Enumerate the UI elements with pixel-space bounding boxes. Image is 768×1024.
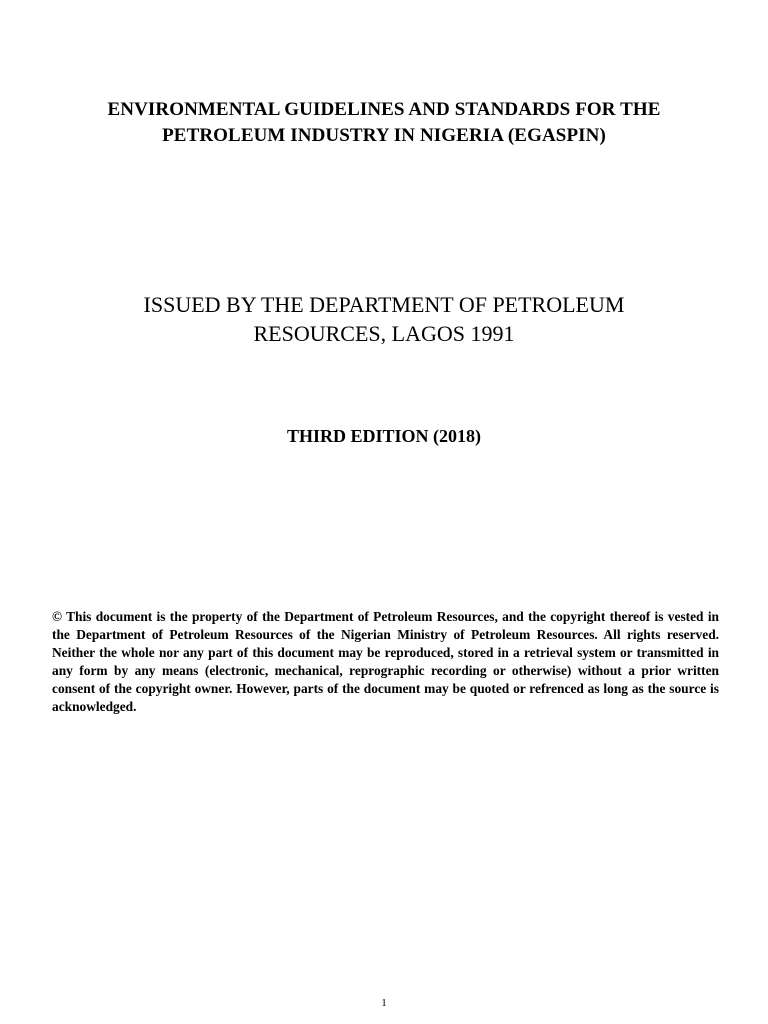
document-title	[40, 97, 728, 149]
title-line-2: PETROLEUM INDUSTRY IN NIGERIA (EGASPIN)	[162, 125, 606, 146]
issued-line-2: RESOURCES, LAGOS 1991	[253, 321, 515, 346]
issued-line-1: ISSUED BY THE DEPARTMENT OF PETROLEUM	[143, 292, 625, 317]
copyright-notice: © This document is the property of the Department of Petroleum Resources, and the copyright thereof is vested in the Department of Petroleum Resources of the Nigerian Ministry of Petroleum Resources. All rights reserved. Neither the whole nor any part of this document may be reproduced, stored in a retrieval system or transmitted in any form by any means (electronic, mechanical, reprographic recording or otherwise) without a prior written consent of the copyright owner. However, parts of the document may be quoted or refrenced as long as the source is acknowledged.	[52, 609, 719, 714]
page-number: 1	[381, 997, 387, 1009]
issued-by-statement	[40, 290, 728, 348]
edition-label: THIRD EDITION (2018)	[286, 426, 482, 446]
title-line-1: ENVIRONMENTAL GUIDELINES AND STANDARDS FOR THE	[107, 99, 661, 120]
